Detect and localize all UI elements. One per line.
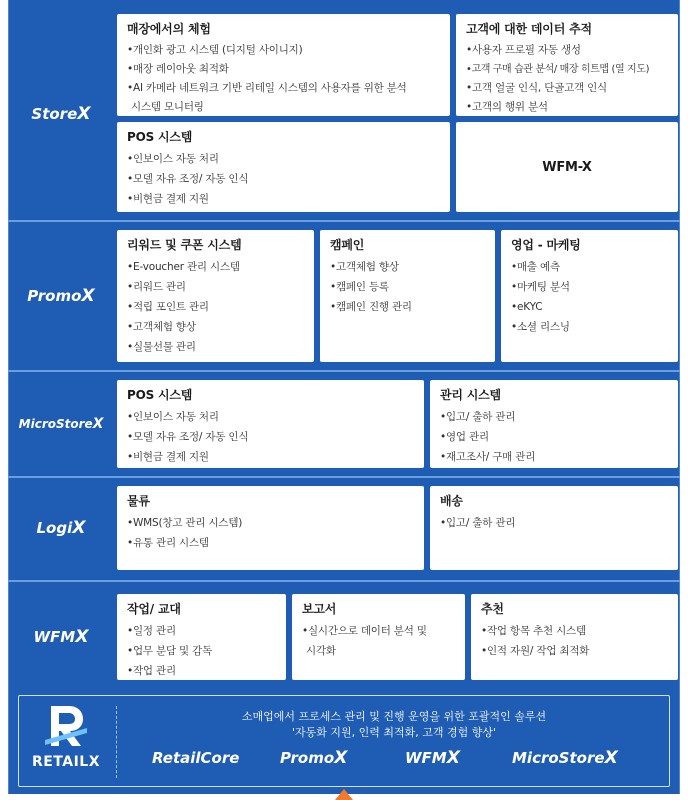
footer-divider — [116, 706, 117, 778]
logix-card-logistics: 물류 •WMS(창고 관리 시스템) •유통 관리 시스템 — [117, 486, 424, 570]
microstorex-label: MicroStore X — [18, 416, 103, 432]
logix-label: Logi X — [36, 518, 85, 538]
promox-card-sales-marketing: 영업 - 마케팅 •매출 예측 •마케팅 분석 •eKYC •소셜 리스닝 — [501, 230, 678, 362]
retailx-r-icon — [43, 704, 89, 748]
row-divider — [8, 370, 680, 372]
storex-card-customer-tracking: 고객에 대한 데이터 추적 •사용자 프로필 자동 생성 •고객 구매 습관 분석/ 매장 히트맵 (열 지도) •고객 얼굴 인식, 단골고객 인식 •고객의 행위 분석 — [456, 14, 678, 116]
promox-card-reward-coupon: 리워드 및 쿠폰 시스템 •E-voucher 관리 시스템 •리워드 관리 •적립 포인트 관리 •고객체험 향상 •실물선물 관리 — [117, 230, 314, 362]
brand-wfmx: WFMX — [405, 748, 461, 768]
brand-microstorex: MicroStoreX — [512, 748, 618, 768]
microstorex-card-management: 관리 시스템 •입고/ 출하 관리 •영업 관리 •재고조사/ 구매 관리 — [430, 380, 678, 468]
logix-card-delivery: 배송 •입고/ 출하 관리 — [430, 486, 678, 570]
brand-promox: PromoX — [280, 748, 348, 768]
wfmx-label: WFM X — [33, 627, 88, 647]
retailx-logo: RETAILX — [26, 704, 106, 780]
orange-arrow-icon — [335, 789, 353, 800]
promox-label: Promo X — [27, 286, 94, 306]
wfmx-card-recommendation: 추천 •작업 항목 추천 시스템 •인적 자원/ 작업 최적화 — [471, 594, 678, 680]
footer-description-line2: '자동화 지원, 인력 최적화, 고객 경험 향상' — [291, 726, 497, 739]
brand-list — [130, 748, 658, 772]
row-divider — [8, 476, 680, 478]
row-divider — [8, 580, 680, 582]
wfmx-card-work-shift: 작업/ 교대 •일정 관리 •업무 분담 및 감독 •작업 관리 — [117, 594, 286, 680]
promox-card-campaign: 캠페인 •고객체험 향상 •캠페인 등록 •캠페인 진행 관리 — [320, 230, 495, 362]
brand-retailcore: RetailCore — [152, 749, 240, 767]
microstorex-card-pos: POS 시스템 •인보이스 자동 처리 •모델 자유 조정/ 자동 인식 •비현금 결제 지원 — [117, 380, 424, 468]
storex-card-pos: POS 시스템 •인보이스 자동 처리 •모델 자유 조정/ 자동 인식 •비현금 결제 지원 — [117, 122, 450, 212]
storex-label: Store X — [31, 104, 90, 124]
storex-card-in-store: 매장에서의 체험 •개인화 광고 시스템 (디지털 사이니지) •매장 레이아웃 최적화 •AI 카메라 네트워크 기반 리테일 시스템의 사용자를 위한 분석 시스템 모니터링 — [117, 14, 450, 116]
wfmx-card-report: 보고서 •실시간으로 데이터 분석 및 시각화 — [292, 594, 465, 680]
row-divider — [8, 220, 680, 222]
footer-description-line1: 소매업에서 프로세스 관리 및 진행 운영을 위한 포괄적인 솔루션 — [241, 710, 547, 723]
storex-card-wfmx: WFM-X — [456, 122, 678, 212]
